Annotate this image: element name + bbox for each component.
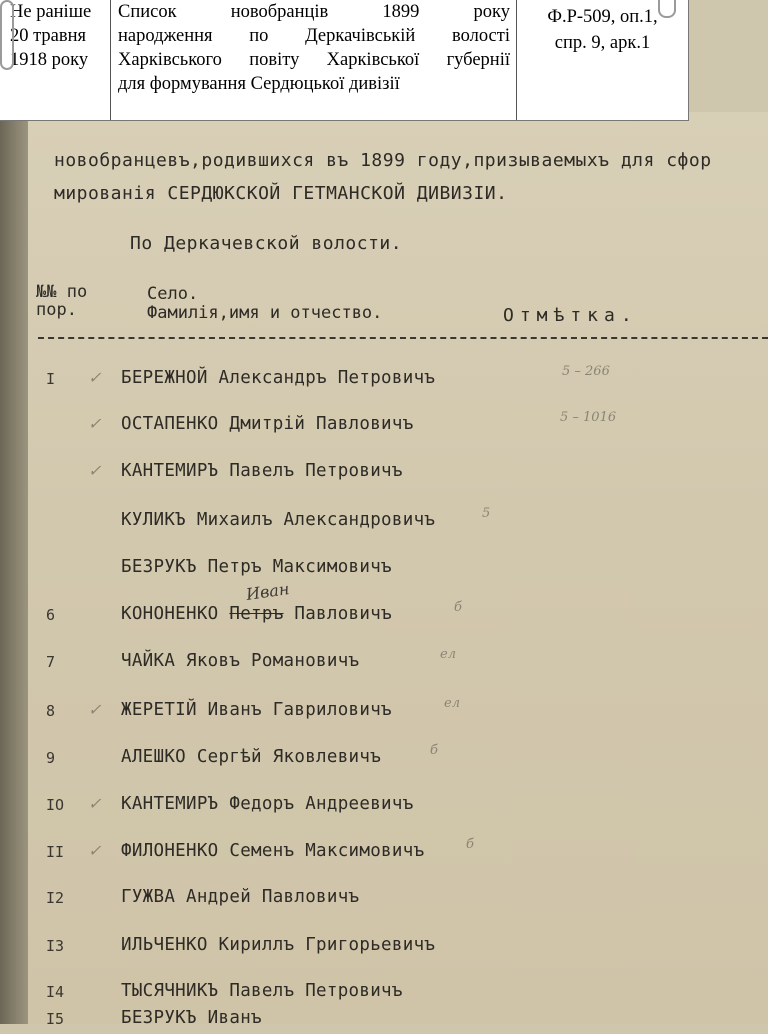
checkmark-icon: ✓ — [88, 414, 102, 433]
reference-line: Ф.Р-509, оп.1, — [547, 7, 658, 27]
entry-number: 7 — [46, 653, 56, 671]
checkmark-icon: ✓ — [88, 461, 102, 480]
struck-name-part: Петръ — [229, 604, 284, 624]
date-line: 1918 року — [10, 50, 89, 70]
recruit-name — [121, 604, 392, 624]
recruit-name: ИЛЬЧЕНКО Кириллъ Григорьевичъ — [121, 935, 436, 955]
list-item — [0, 981, 768, 1007]
column-header-mark: Отмѣтка. — [503, 305, 638, 326]
checkmark-icon: ✓ — [88, 368, 102, 387]
entry-number: IO — [46, 796, 65, 814]
entry-mark: 5 – 266 — [562, 364, 610, 379]
recruit-name: ОСТАПЕНКО Дмитрій Павловичъ — [121, 414, 414, 434]
checkmark-icon: ✓ — [88, 700, 102, 719]
title-line: для формування Сердюцької дивізії — [118, 74, 400, 94]
column-header-village: Село. — [147, 284, 199, 304]
list-item — [0, 837, 768, 867]
list-item — [0, 364, 768, 394]
recruit-name: БЕРЕЖНОЙ Александръ Петровичъ — [121, 368, 436, 388]
title-line: Список новобранців 1899 року — [118, 2, 510, 22]
entry-number: I5 — [46, 1010, 65, 1028]
entry-number: 8 — [46, 702, 56, 720]
entry-number: 6 — [46, 606, 56, 624]
checkmark-icon: ✓ — [88, 841, 102, 860]
column-header-number: №№ по — [36, 282, 88, 302]
reference-line: спр. 9, арк.1 — [554, 33, 651, 53]
list-item — [0, 743, 768, 773]
entry-mark: б — [430, 743, 438, 758]
list-item — [0, 696, 768, 726]
recruit-name: БЕЗРУКЪ Петръ Максимовичъ — [121, 557, 392, 577]
entry-number: 9 — [46, 749, 56, 767]
intro-line: мированія СЕРДЮКСКОЙ ГЕТМАНСКОЙ ДИВИЗІИ. — [54, 183, 508, 204]
date-line: Не раніше — [10, 2, 92, 22]
entry-number: I2 — [46, 889, 65, 907]
recruit-name: КУЛИКЪ Михаилъ Александровичъ — [121, 510, 436, 530]
handwritten-correction: Иван — [244, 579, 291, 604]
entry-mark: ел — [440, 647, 456, 662]
recruit-name: КАНТЕМИРЪ Павелъ Петровичъ — [121, 461, 403, 481]
recruit-name: АЛЕШКО Сергѣй Яковлевичъ — [121, 747, 382, 767]
recruit-name: ТЫСЯЧНИКЪ Павелъ Петровичъ — [121, 981, 403, 1001]
recruit-name: КАНТЕМИРЪ Федоръ Андреевичъ — [121, 794, 414, 814]
recruit-name: ЧАЙКА Яковъ Романовичъ — [121, 651, 360, 671]
list-item — [0, 794, 768, 820]
recruit-name: ФИЛОНЕНКО Семенъ Максимовичъ — [121, 841, 425, 861]
name-part: Павловичъ — [283, 604, 392, 624]
list-item — [0, 506, 768, 536]
list-item — [0, 557, 768, 583]
list-item — [0, 410, 768, 440]
list-item — [0, 647, 768, 677]
column-header-name: Фамилія,имя и отчество. — [147, 303, 383, 323]
date-line: 20 травня — [10, 26, 87, 46]
entry-number: I4 — [46, 983, 65, 1001]
list-item — [0, 461, 768, 487]
list-item — [0, 935, 768, 961]
recruit-name: ГУЖВА Андрей Павловичъ — [121, 887, 360, 907]
entry-number: II — [46, 843, 65, 861]
title-line: народження по Деркачівській волості — [118, 26, 510, 46]
district-heading: По Деркачевской волости. — [130, 233, 403, 254]
entry-mark: ел — [444, 696, 460, 711]
column-header-number: пор. — [36, 300, 77, 320]
list-item — [0, 1008, 768, 1034]
entry-number: I — [46, 370, 56, 388]
entry-mark: 5 – 1016 — [560, 410, 617, 425]
entry-number: I3 — [46, 937, 65, 955]
recruit-name: БЕЗРУКЪ Иванъ — [121, 1008, 262, 1028]
name-part: КОНОНЕНКО — [121, 604, 230, 624]
list-item — [0, 887, 768, 913]
recruit-name: ЖЕРЕТІЙ Иванъ Гавриловичъ — [121, 700, 392, 720]
entry-mark: б — [454, 600, 462, 615]
title-line: Харківського повіту Харківської губернії — [118, 50, 510, 70]
entry-mark: 5 — [482, 506, 491, 521]
intro-line: новобранцевъ,родившихся въ 1899 году,призываемыхъ для сфор — [54, 150, 712, 171]
checkmark-icon: ✓ — [88, 794, 102, 813]
list-item — [0, 600, 768, 630]
entry-mark: б — [466, 837, 474, 852]
